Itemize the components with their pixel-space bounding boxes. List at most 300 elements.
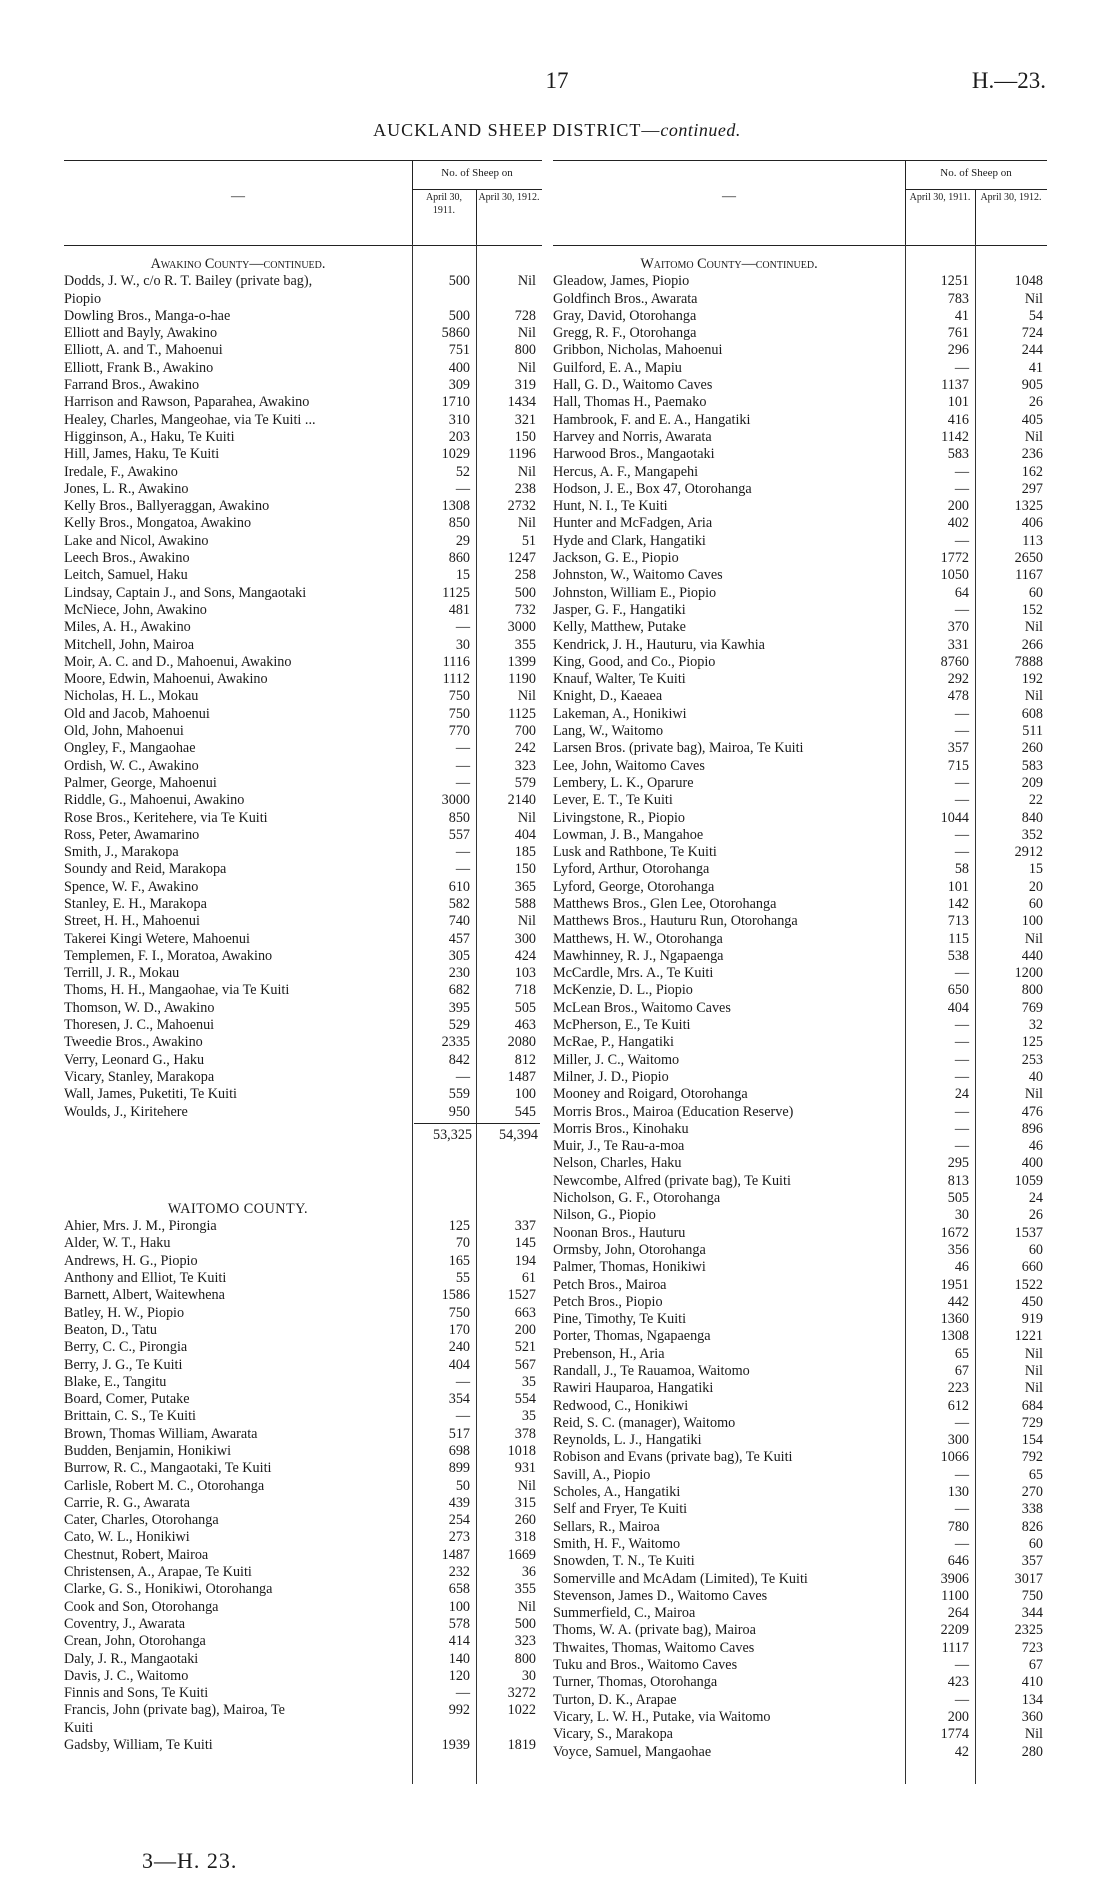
footer-code: 3—H. 23. [142, 1848, 238, 1873]
owner-name: Robison and Evans (private bag), Te Kuiti [553, 1449, 793, 1466]
sheep-1911: 1939 [441, 1737, 470, 1754]
owner-name: Carlisle, Robert M. C., Otorohanga [64, 1477, 265, 1494]
table-row [64, 982, 542, 999]
owner-name: Hyde and Clark, Hangatiki [553, 532, 706, 549]
sheep-1911: 1308 [441, 498, 470, 515]
sheep-1911: 1308 [940, 1328, 969, 1345]
table-row [553, 342, 1047, 359]
sheep-1911: 850 [448, 515, 470, 532]
table-row [64, 429, 542, 446]
right-table-header [553, 160, 1047, 246]
owner-name: Gray, David, Otorohanga [553, 307, 697, 324]
table-row [64, 1426, 542, 1443]
sheep-1912: 723 [1021, 1639, 1043, 1656]
owner-name: Livingstone, R., Piopio [553, 809, 686, 826]
owner-name: Clarke, G. S., Honikiwi, Otorohanga [64, 1581, 273, 1598]
sheep-1912: 344 [1021, 1605, 1043, 1622]
owner-name: Riddle, G., Mahoenui, Awakino [64, 792, 245, 809]
owner-name: Kelly Bros., Ballyeraggan, Awakino [64, 498, 270, 515]
sheep-1911: 170 [448, 1321, 470, 1338]
sheep-1911: — [455, 1408, 470, 1425]
sheep-1912: Nil [517, 688, 536, 705]
sheep-1912: 2732 [507, 498, 536, 515]
sheep-1912: 40 [1028, 1068, 1043, 1085]
sheep-1912: 583 [1021, 757, 1043, 774]
sheep-1911: — [455, 774, 470, 791]
owner-name: Mitchell, John, Mairoa [64, 636, 195, 653]
table-row [64, 861, 542, 878]
section-heading: Awakino County—continued. [150, 256, 326, 272]
sheep-1912: 35 [521, 1373, 536, 1390]
sheep-1911: 646 [947, 1553, 969, 1570]
sheep-1912: Nil [517, 325, 536, 342]
owner-name: Nicholson, G. F., Otorohanga [553, 1190, 721, 1207]
sheep-1912: 32 [1028, 1017, 1043, 1034]
owner-name: Smith, J., Marakopa [64, 844, 179, 861]
sheep-1912: 406 [1021, 515, 1043, 532]
owner-name: Turner, Thomas, Otorohanga [553, 1674, 718, 1691]
sheep-1911: 1112 [442, 671, 470, 688]
sheep-1912: Nil [1024, 1380, 1043, 1397]
owner-name: Tuku and Bros., Waitomo Caves [553, 1657, 738, 1674]
sheep-1911: 715 [947, 757, 969, 774]
sheep-1912: 200 [514, 1321, 536, 1338]
sheep-1912: 194 [514, 1252, 536, 1269]
table-row [64, 291, 542, 308]
table-row [553, 377, 1047, 394]
owner-name: Cato, W. L., Honikiwi [64, 1529, 190, 1546]
table-row [64, 827, 542, 844]
table-row [64, 671, 542, 688]
owner-name: Moore, Edwin, Mahoenui, Awakino [64, 671, 268, 688]
table-row [553, 1571, 1047, 1588]
sheep-1911: 1672 [940, 1224, 969, 1241]
table-row [64, 1616, 542, 1633]
sheep-1912: 258 [514, 567, 536, 584]
owner-name: Andrews, H. G., Piopio [64, 1252, 198, 1269]
owner-name: Templemen, F. I., Moratoa, Awakino [64, 947, 273, 964]
table-row [64, 1086, 542, 1103]
owner-name: Goldfinch Bros., Awarata [553, 290, 698, 307]
table-row [553, 758, 1047, 775]
sheep-1912: 554 [514, 1391, 536, 1408]
table-row [553, 1380, 1047, 1397]
sheep-1912: 152 [1021, 601, 1043, 618]
owner-name: Ormsby, John, Otorohanga [553, 1241, 706, 1258]
table-row [553, 1692, 1047, 1709]
sheep-1911: 30 [455, 636, 470, 653]
table-row [553, 585, 1047, 602]
sheep-1912: 424 [514, 947, 536, 964]
sheep-1912: 113 [1022, 532, 1043, 549]
owner-name: Carrie, R. G., Awarata [64, 1494, 190, 1511]
sheep-1911: 481 [448, 601, 470, 618]
table-row [553, 1017, 1047, 1034]
sheep-1911: 296 [947, 342, 969, 359]
table-row [553, 1259, 1047, 1276]
table-row [553, 1000, 1047, 1017]
owner-name: Newcombe, Alfred (private bag), Te Kuiti [553, 1172, 791, 1189]
sheep-1912: 663 [514, 1304, 536, 1321]
sheep-1911: 500 [448, 307, 470, 324]
table-row [553, 1052, 1047, 1069]
sheep-1911: 356 [947, 1241, 969, 1258]
table-row [64, 1512, 542, 1529]
owner-name: Cook and Son, Otorohanga [64, 1598, 219, 1615]
table-row [553, 291, 1047, 308]
sheep-1912: 1325 [1014, 498, 1043, 515]
sheep-1911: 100 [448, 1598, 470, 1615]
sheep-1911: — [954, 826, 969, 843]
sheep-1912: 192 [1021, 671, 1043, 688]
sheep-1911: — [455, 861, 470, 878]
sheep-1911: 65 [954, 1345, 969, 1362]
table-row [553, 498, 1047, 515]
owner-name: Woulds, J., Kiritehere [64, 1103, 188, 1120]
table-row [553, 1622, 1047, 1639]
sheep-1912: 337 [514, 1218, 536, 1235]
sheep-1911: 698 [448, 1443, 470, 1459]
table-row [553, 931, 1047, 948]
owner-name: Gregg, R. F., Otorohanga [553, 325, 697, 342]
owner-name: Knight, D., Kaeaea [553, 688, 663, 705]
sheep-1912: 20 [1028, 878, 1043, 895]
table-row [64, 1052, 542, 1069]
owner-name: Smith, H. F., Waitomo [553, 1535, 681, 1552]
table-row [64, 1702, 542, 1719]
owner-name: Ahier, Mrs. J. M., Pirongia [64, 1218, 217, 1235]
sheep-1912: 60 [1028, 584, 1043, 601]
right-column [553, 160, 1047, 1790]
table-row [64, 758, 542, 775]
sheep-1912: 476 [1021, 1103, 1043, 1120]
sheep-1912: 567 [514, 1356, 536, 1373]
sheep-1911: — [954, 1034, 969, 1051]
sheep-1912: 315 [514, 1494, 536, 1511]
sheep-1912: 2650 [1014, 550, 1043, 567]
sheep-1912: 1059 [1014, 1172, 1043, 1189]
table-row [553, 1726, 1047, 1743]
owner-name: Jones, L. R., Awakino [64, 480, 189, 497]
sheep-1912: 145 [514, 1235, 536, 1252]
sheep-1912: 7888 [1014, 653, 1043, 670]
owner-name: Stanley, E. H., Marakopa [64, 895, 207, 912]
table-row [64, 1034, 542, 1051]
owner-name: McPherson, E., Te Kuiti [553, 1017, 691, 1034]
owner-name: Lee, John, Waitomo Caves [553, 757, 705, 774]
owner-name: Pine, Timothy, Te Kuiti [553, 1311, 687, 1328]
sheep-1911: — [455, 1068, 470, 1085]
sheep-1911: — [954, 480, 969, 497]
sheep-1911: 41 [954, 307, 969, 324]
table-row [553, 515, 1047, 532]
table-row [553, 1242, 1047, 1259]
owner-name: Kuiti [64, 1719, 94, 1736]
owner-name: Chestnut, Robert, Mairoa [64, 1546, 209, 1563]
table-row [553, 1640, 1047, 1657]
sheep-1912: 400 [1021, 1155, 1043, 1172]
sheep-1911: 1050 [940, 567, 969, 584]
table-row [64, 688, 542, 705]
sheep-1912: 1522 [1014, 1276, 1043, 1293]
sheep-1912: 60 [1028, 1241, 1043, 1258]
table-row [64, 913, 542, 930]
owner-name: Hambrook, F. and E. A., Hangatiki [553, 411, 751, 428]
owner-name: Francis, John (private bag), Mairoa, Te [64, 1702, 285, 1719]
sheep-1911: 713 [947, 913, 969, 930]
sheep-1912: Nil [1024, 688, 1043, 705]
table-row [64, 723, 542, 740]
table-row [64, 1017, 542, 1034]
sheep-1912: 244 [1021, 342, 1043, 359]
sheep-1911: 1710 [441, 394, 470, 411]
table-row [64, 1651, 542, 1668]
sheep-1912: Nil [517, 913, 536, 930]
owner-name: Sellars, R., Mairoa [553, 1518, 660, 1535]
owner-name: Verry, Leonard G., Haku [64, 1051, 205, 1068]
sheep-1911: 860 [448, 550, 470, 567]
sheep-1911: — [954, 532, 969, 549]
owner-name: Guilford, E. A., Mapiu [553, 359, 682, 376]
owner-name: Healey, Charles, Mangeohae, via Te Kuiti ... [64, 411, 316, 428]
sheep-1911: 750 [448, 705, 470, 722]
table-row [64, 1478, 542, 1495]
sheep-1912: 1048 [1014, 273, 1043, 290]
page-code: H.—23. [971, 68, 1046, 93]
sheep-1911: — [954, 1414, 969, 1431]
owner-name: Scholes, A., Hangatiki [553, 1484, 681, 1501]
sheep-1911: 64 [954, 584, 969, 601]
sheep-1912: 323 [514, 1633, 536, 1650]
owner-name: Leitch, Samuel, Haku [64, 567, 188, 584]
owner-name: Daly, J. R., Mangaotaki [64, 1650, 199, 1667]
table-row [64, 377, 542, 394]
table-row [64, 1720, 542, 1737]
sheep-1912: 718 [514, 982, 536, 999]
owner-name: Tweedie Bros., Awakino [64, 1034, 203, 1051]
table-row [553, 827, 1047, 844]
table-row [64, 792, 542, 809]
table-row [64, 810, 542, 827]
sheep-1912: 1022 [507, 1702, 536, 1719]
owner-name: Iredale, F., Awakino [64, 463, 178, 480]
title-continued: continued. [660, 120, 741, 140]
sheep-1912: 440 [1021, 947, 1043, 964]
sheep-1911: 42 [954, 1743, 969, 1760]
owner-name: Thwaites, Thomas, Waitomo Caves [553, 1639, 755, 1656]
sheep-1912: 54 [1028, 307, 1043, 324]
table-row [553, 896, 1047, 913]
owner-name: Lembery, L. K., Oparure [553, 774, 694, 791]
owner-name: Kelly Bros., Mongatoa, Awakino [64, 515, 252, 532]
table-row [64, 342, 542, 359]
sheep-1911: 1142 [941, 428, 969, 445]
table-row [553, 1553, 1047, 1570]
owner-name: Lever, E. T., Te Kuiti [553, 792, 673, 809]
owner-name: Lusk and Rathbone, Te Kuiti [553, 844, 717, 861]
table-row [553, 412, 1047, 429]
table-row [64, 464, 542, 481]
sheep-1912: 608 [1021, 705, 1043, 722]
sheep-1911: — [954, 1017, 969, 1034]
owner-name: Ongley, F., Mangaohae [64, 740, 196, 757]
table-row [64, 567, 542, 584]
table-row [64, 1668, 542, 1685]
sheep-1911: — [954, 601, 969, 618]
sheep-1912: 46 [1028, 1138, 1043, 1155]
table-row [64, 1460, 542, 1477]
table-row [64, 1408, 542, 1425]
owner-name: Thoresen, J. C., Mahoenui [64, 1017, 215, 1034]
table-row [64, 273, 542, 290]
table-row [553, 1415, 1047, 1432]
sheep-1911: 1772 [940, 550, 969, 567]
owner-name: Somerville and McAdam (Limited), Te Kuiti [553, 1570, 808, 1587]
sheep-1911: — [455, 1685, 470, 1702]
sheep-1911: 582 [448, 895, 470, 912]
table-row [553, 1311, 1047, 1328]
sheep-1911: 404 [947, 999, 969, 1016]
table-row [553, 1086, 1047, 1103]
sheep-1912: 1018 [507, 1443, 536, 1459]
sheep-1912: 338 [1021, 1501, 1043, 1518]
owner-name: Lindsay, Captain J., and Sons, Mangaotaki [64, 584, 307, 601]
sheep-1911: 770 [448, 723, 470, 740]
sheep-1912: 297 [1021, 480, 1043, 497]
sheep-1912: 150 [514, 428, 536, 445]
sheep-1912: 355 [514, 636, 536, 653]
sheep-1912: 3017 [1014, 1570, 1043, 1587]
header-span-label: No. of Sheep on [940, 167, 1012, 179]
owner-name: Voyce, Samuel, Mangaohae [553, 1743, 712, 1760]
sheep-1912: 209 [1021, 774, 1043, 791]
sheep-1911: 223 [947, 1380, 969, 1397]
table-row [553, 1744, 1047, 1761]
right-table-body [553, 248, 1047, 1761]
sheep-1911: 273 [448, 1529, 470, 1546]
owner-name: Crean, John, Otorohanga [64, 1633, 206, 1650]
sheep-1911: 442 [947, 1293, 969, 1310]
owner-name: Nicholas, H. L., Mokau [64, 688, 199, 705]
sheep-1912: 100 [1021, 913, 1043, 930]
table-row [64, 446, 542, 463]
owner-name: Hercus, A. F., Mangapehi [553, 463, 699, 480]
sheep-1912: 588 [514, 895, 536, 912]
sheep-1912: 100 [514, 1086, 536, 1103]
table-row [553, 446, 1047, 463]
header-col-1912: April 30, 1912. [980, 192, 1042, 203]
section-heading: Waitomo County—continued. [640, 256, 818, 272]
table-row [553, 1138, 1047, 1155]
sheep-1911: — [455, 740, 470, 757]
owner-name: Finnis and Sons, Te Kuiti [64, 1685, 209, 1702]
sheep-1911: 414 [448, 1633, 470, 1650]
sheep-1912: Nil [1024, 1726, 1043, 1743]
table-row [64, 740, 542, 757]
sheep-1911: 400 [448, 359, 470, 376]
table-row [64, 637, 542, 654]
table-row [553, 1674, 1047, 1691]
table-row [64, 1235, 542, 1252]
owner-name: Harvey and Norris, Awarata [553, 428, 712, 445]
sheep-1911: 1066 [940, 1449, 969, 1466]
owner-name: Barnett, Albert, Waitewhena [64, 1287, 225, 1304]
owner-name: Hall, G. D., Waitomo Caves [553, 377, 713, 394]
owner-name: Johnston, William E., Piopio [553, 584, 717, 601]
owner-name: Milner, J. D., Piopio [553, 1068, 669, 1085]
owner-name: Palmer, Thomas, Honikiwi [553, 1259, 706, 1276]
sheep-1912: 280 [1021, 1743, 1043, 1760]
owner-name: Christensen, A., Arapae, Te Kuiti [64, 1564, 252, 1581]
sheep-1912: 60 [1028, 1535, 1043, 1552]
table-row [64, 308, 542, 325]
table-row [64, 931, 542, 948]
sheep-1911: 1951 [940, 1276, 969, 1293]
table-row [553, 1432, 1047, 1449]
table-row [553, 1155, 1047, 1172]
sheep-1912: 3000 [507, 619, 536, 636]
sheep-1911: 404 [448, 1356, 470, 1373]
sheep-1911: — [954, 1501, 969, 1518]
owner-name: Kelly, Matthew, Putake [553, 619, 686, 636]
owner-name: Berry, C. C., Pirongia [64, 1339, 188, 1356]
table-row [64, 550, 542, 567]
sheep-1911: — [954, 1120, 969, 1137]
table-row [64, 1685, 542, 1702]
sheep-1911: 1487 [441, 1546, 470, 1563]
owner-name: Harrison and Rawson, Paparahea, Awakino [64, 394, 310, 411]
page-number: 17 [545, 68, 569, 93]
owner-name: Takerei Kingi Wetere, Mahoenui [64, 930, 250, 947]
sheep-1911: — [455, 480, 470, 497]
owner-name: Rawiri Hauparoa, Hangatiki [553, 1380, 714, 1397]
owner-name: Knauf, Walter, Te Kuiti [553, 671, 686, 688]
table-row [553, 1363, 1047, 1380]
sheep-1912: Nil [1024, 1345, 1043, 1362]
owner-name: Redwood, C., Honikiwi [553, 1397, 689, 1414]
owner-name: Rose Bros., Keritehere, via Te Kuiti [64, 809, 268, 826]
table-row [553, 1501, 1047, 1518]
sheep-1912: 1190 [508, 671, 536, 688]
table-row [553, 1536, 1047, 1553]
sheep-1912: 1247 [507, 550, 536, 567]
table-row [553, 1328, 1047, 1345]
table-row [553, 481, 1047, 498]
owner-name: Ordish, W. C., Awakino [64, 757, 199, 774]
owner-name: Vicary, Stanley, Marakopa [64, 1068, 215, 1085]
owner-name: Harwood Bros., Mangaotaki [553, 446, 715, 463]
owner-name: Moir, A. C. and D., Mahoenui, Awakino [64, 653, 292, 670]
sheep-1911: 142 [947, 895, 969, 912]
table-row [553, 308, 1047, 325]
sheep-1912: 61 [521, 1270, 536, 1287]
owner-name: Porter, Thomas, Ngapaenga [553, 1328, 711, 1345]
sheep-1911: 165 [448, 1252, 470, 1269]
owner-name: Coventry, J., Awarata [64, 1615, 186, 1632]
owner-name: Hunter and McFadgen, Aria [553, 515, 713, 532]
sheep-1911: — [455, 619, 470, 636]
owner-name: Turton, D. K., Arapae [553, 1691, 677, 1708]
sheep-1912: 505 [514, 999, 536, 1016]
owner-name: Piopio [64, 290, 102, 307]
table-row [553, 810, 1047, 827]
sheep-1912: 919 [1021, 1311, 1043, 1328]
table-row [553, 948, 1047, 965]
sheep-1912: 15 [1028, 861, 1043, 878]
sheep-1911: 1116 [442, 653, 470, 670]
sheep-1911: 3906 [940, 1570, 969, 1587]
sheep-1912: 800 [514, 1650, 536, 1667]
